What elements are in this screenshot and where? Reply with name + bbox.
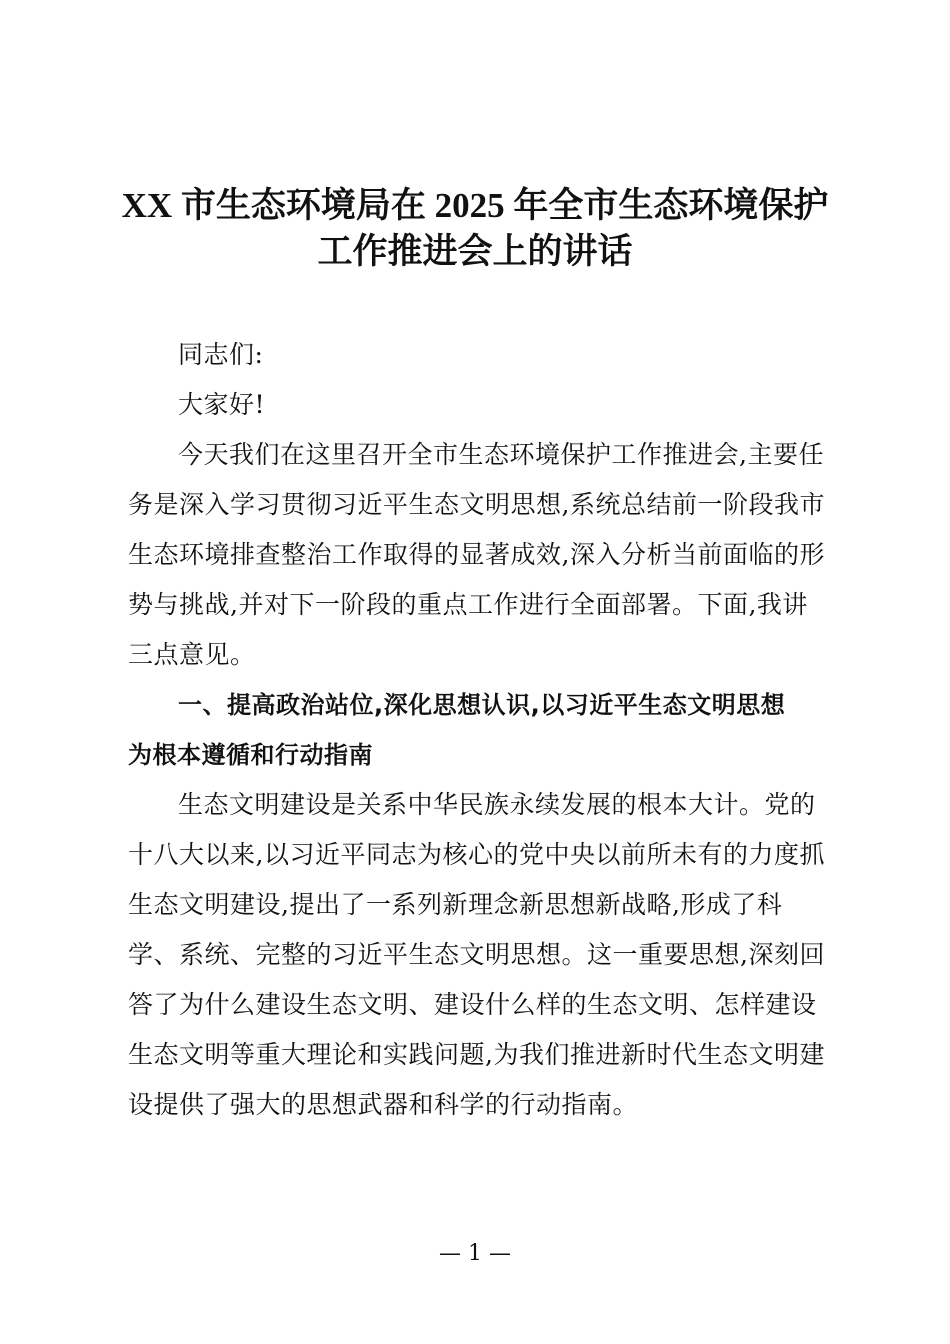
document-title-line-1: XX 市生态环境局在 2025 年全市生态环境保护 xyxy=(121,186,829,225)
paragraph-2-line-7: 设提供了强大的思想武器和科学的行动指南。 xyxy=(128,1090,639,1119)
page-number: — 1 — xyxy=(439,1241,511,1266)
paragraph-1-line-5: 三点意见。 xyxy=(128,640,256,669)
document-title-line-2: 工作推进会上的讲话 xyxy=(317,232,633,271)
paragraph-1-line-3: 生态环境排查整治工作取得的显著成效,深入分析当前面临的形 xyxy=(128,540,825,569)
paragraph-1-line-1: 今天我们在这里召开全市生态环境保护工作推进会,主要任 xyxy=(178,440,824,469)
paragraph-2-line-6: 生态文明等重大理论和实践问题,为我们推进新时代生态文明建 xyxy=(128,1040,825,1069)
paragraph-2-line-2: 十八大以来,以习近平同志为核心的党中央以前所未有的力度抓 xyxy=(128,840,825,869)
greeting: 大家好! xyxy=(178,390,266,419)
paragraph-2-line-1: 生态文明建设是关系中华民族永续发展的根本大计。党的 xyxy=(178,790,816,819)
paragraph-2-line-4: 学、系统、完整的习近平生态文明思想。这一重要思想,深刻回 xyxy=(128,940,825,969)
paragraph-2-line-5: 答了为什么建设生态文明、建设什么样的生态文明、怎样建设 xyxy=(128,990,817,1019)
section-heading-line-1: 一、提高政治站位,深化思想认识,以习近平生态文明思想 xyxy=(178,691,786,719)
paragraph-2-line-3: 生态文明建设,提出了一系列新理念新思想新战略,形成了科 xyxy=(128,890,783,919)
section-heading-line-2: 为根本遵循和行动指南 xyxy=(128,741,373,769)
paragraph-1-line-2: 务是深入学习贯彻习近平生态文明思想,系统总结前一阶段我市 xyxy=(128,490,825,519)
paragraph-1-line-4: 势与挑战,并对下一阶段的重点工作进行全面部署。下面,我讲 xyxy=(128,590,808,619)
salutation: 同志们: xyxy=(178,340,264,369)
